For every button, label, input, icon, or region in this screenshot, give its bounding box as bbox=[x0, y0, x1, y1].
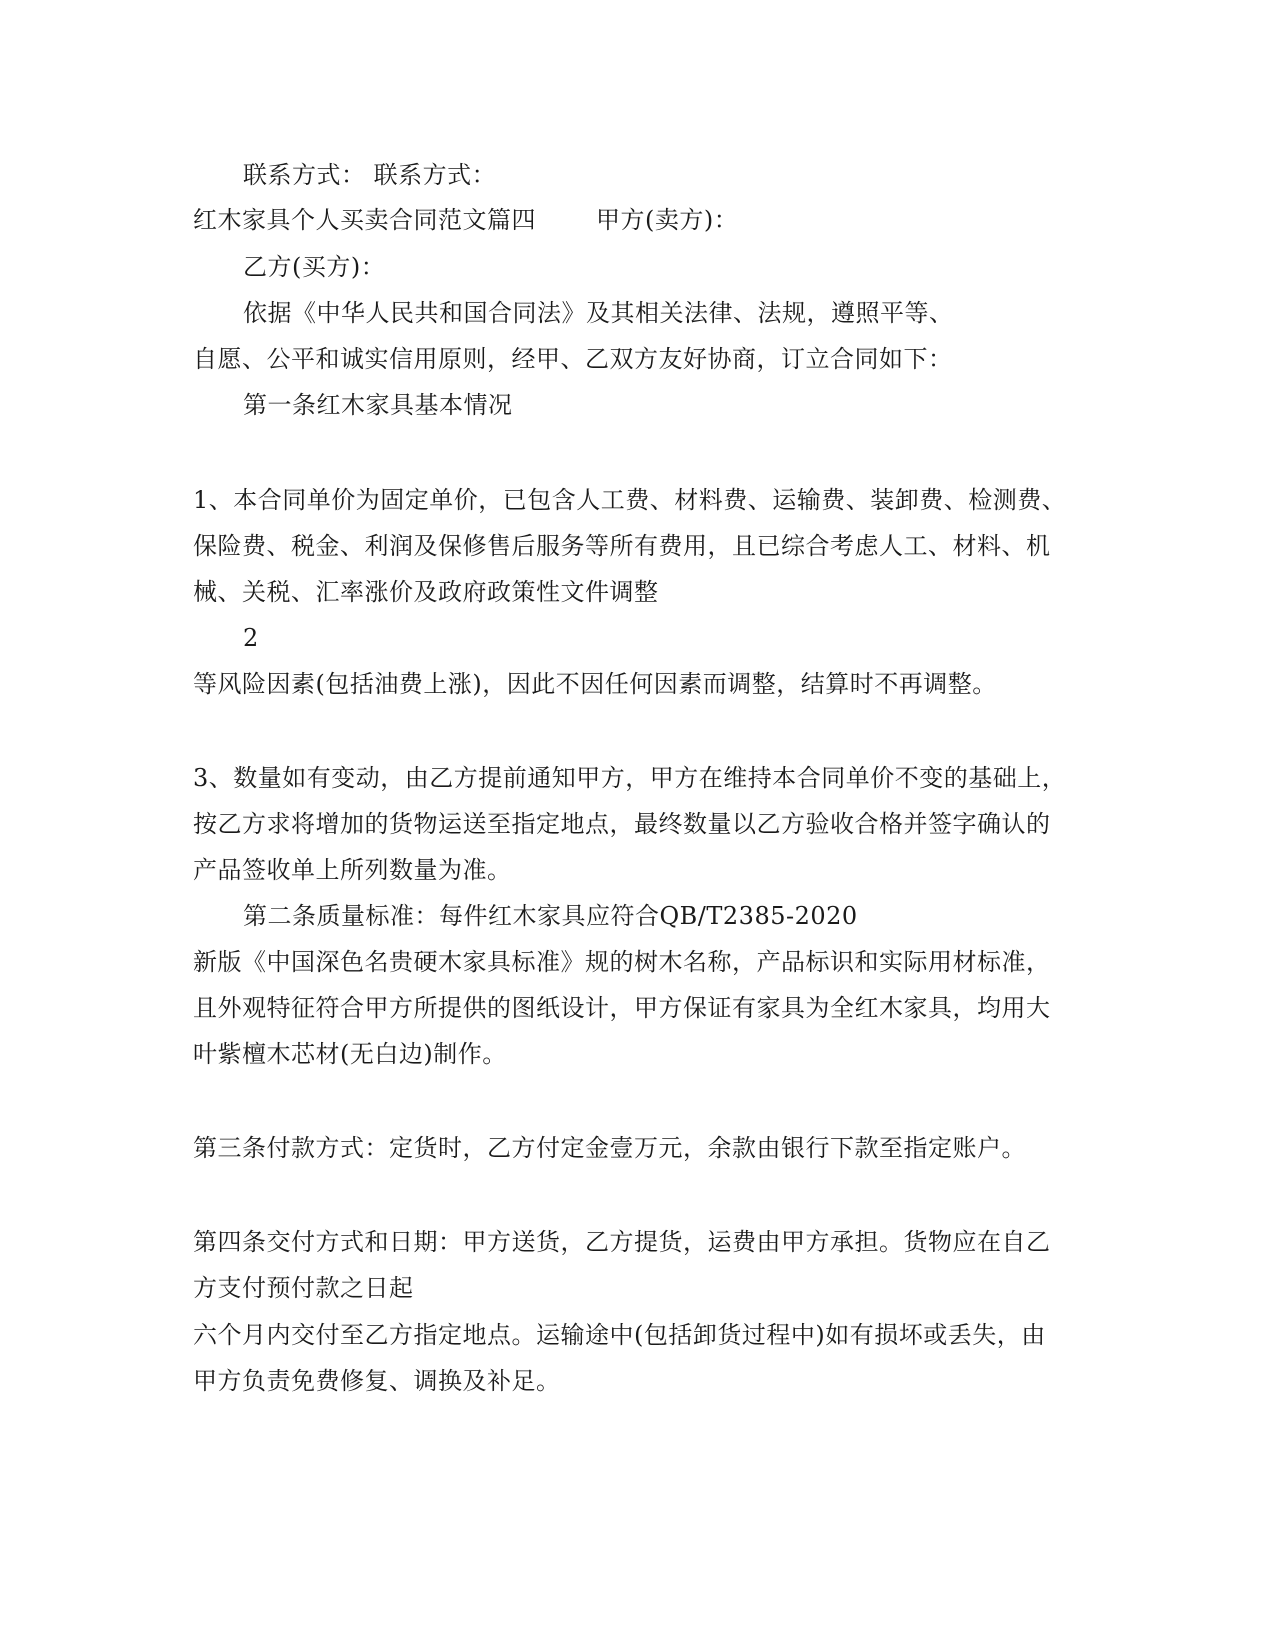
paragraph-line: 保险费、税金、利润及保修售后服务等所有费用，且已综合考虑人工、材料、机 bbox=[193, 532, 1051, 560]
contact-line: 联系方式： 联系方式： bbox=[243, 161, 497, 189]
paragraph-line: 按乙方求将增加的货物运送至指定地点，最终数量以乙方验收合格并签字确认的 bbox=[193, 810, 1051, 838]
paragraph-line: 甲方负责免费修复、调换及补足。 bbox=[193, 1367, 561, 1395]
contract-title: 红木家具个人买卖合同范文篇四 bbox=[193, 206, 536, 234]
paragraph-line: 自愿、公平和诚实信用原则，经甲、乙双方友好协商，订立合同如下： bbox=[193, 345, 953, 373]
paragraph-line: 械、关税、汇率涨价及政府政策性文件调整 bbox=[193, 578, 659, 606]
paragraph-line: 3、数量如有变动，由乙方提前通知甲方，甲方在维持本合同单价不变的基础上， bbox=[193, 764, 1067, 792]
party-b-label: 乙方(买方)： bbox=[243, 253, 386, 281]
paragraph-line: 1、本合同单价为固定单价，已包含人工费、材料费、运输费、装卸费、检测费、 bbox=[193, 486, 1067, 514]
paragraph-line: 叶紫檀木芯材(无白边)制作。 bbox=[193, 1040, 507, 1068]
party-a-label: 甲方(卖方)： bbox=[596, 206, 739, 234]
item-number: 2 bbox=[243, 624, 259, 652]
paragraph-line: 且外观特征符合甲方所提供的图纸设计，甲方保证有家具为全红木家具，均用大 bbox=[193, 994, 1051, 1022]
paragraph-line: 等风险因素(包括油费上涨)，因此不因任何因素而调整，结算时不再调整。 bbox=[193, 670, 997, 698]
article-heading: 第三条付款方式：定货时，乙方付定金壹万元，余款由银行下款至指定账户。 bbox=[193, 1134, 1026, 1162]
paragraph-line: 依据《中华人民共和国合同法》及其相关法律、法规，遵照平等、 bbox=[243, 299, 954, 327]
title-and-party-a-line bbox=[193, 205, 738, 235]
paragraph-line: 产品签收单上所列数量为准。 bbox=[193, 856, 512, 884]
paragraph-line: 方支付预付款之日起 bbox=[193, 1274, 414, 1302]
paragraph-line: 新版《中国深色名贵硬木家具标准》规的树木名称，产品标识和实际用材标准， bbox=[193, 948, 1051, 976]
article-heading: 第二条质量标准：每件红木家具应符合QB/T2385-2020 bbox=[243, 902, 858, 930]
article-heading: 第四条交付方式和日期：甲方送货，乙方提货，运费由甲方承担。货物应在自乙 bbox=[193, 1228, 1051, 1256]
paragraph-line: 六个月内交付至乙方指定地点。运输途中(包括卸货过程中)如有损坏或丢失，由 bbox=[193, 1321, 1046, 1349]
article-heading: 第一条红木家具基本情况 bbox=[243, 391, 513, 419]
